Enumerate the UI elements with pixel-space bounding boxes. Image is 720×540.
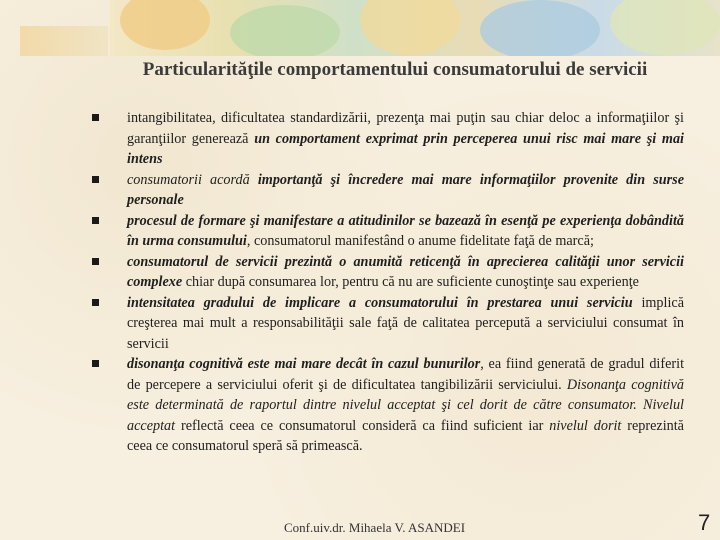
bullet-text-segment: reprezintă ceea ce consumatorul speră să primească. bbox=[127, 417, 684, 454]
bullet-text-segment: un comportament exprimat prin perceperea unui risc mai mare şi mai intens bbox=[127, 130, 684, 167]
bullet-item bbox=[92, 170, 684, 211]
bullet-item bbox=[92, 108, 684, 170]
bullet-text-segment: consumatorul de servicii prezintă o anumită reticenţă în aprecierea calităţii unor servicii complexe bbox=[127, 253, 684, 290]
bullet-item bbox=[92, 252, 684, 293]
decorative-banner bbox=[110, 0, 720, 56]
bullet-item bbox=[92, 211, 684, 252]
bullet-text-segment: procesul de formare şi manifestare a atitudinilor se bazează în esenţă pe experienţa dobândită în urma consumului bbox=[127, 212, 684, 249]
bullet-text-segment: reflectă ceea ce consumatorul consideră ca fiind suficient iar bbox=[180, 417, 550, 434]
slide-title: Particularităţile comportamentului consumatorului de servicii bbox=[142, 59, 648, 80]
bullet-text-segment: intangibilitatea, dificultatea standardizării, prezenţa mai puţin sau chiar deloc a informaţiilor şi garanţiilor generează bbox=[127, 110, 684, 147]
bullet-text-segment: , ea fiind generată de gradul diferit de percepere a serviciului oferit şi de dificultatea tangibilizării serviciului. bbox=[127, 356, 685, 393]
bullet-item bbox=[92, 293, 684, 355]
bullet-text-segment: intensitatea gradului de implicare a consumatorului în prestarea unui serviciu bbox=[127, 294, 633, 311]
page-number: 7 bbox=[698, 510, 711, 535]
decorative-strip bbox=[20, 26, 108, 56]
bullet-text-segment: disonanţa cognitivă este mai mare decât în cazul bunurilor bbox=[127, 356, 481, 372]
bullet-item bbox=[92, 354, 684, 457]
bullet-list bbox=[92, 108, 684, 457]
bullet-text-segment: importanţă şi încredere mai mare informaţiilor provenite din surse personale bbox=[127, 171, 685, 208]
bullet-text-segment: chiar după consumarea lor, pentru că nu are suficiente cunoştinţe sau experienţe bbox=[182, 274, 639, 290]
square-bullet-icon bbox=[92, 217, 99, 224]
bullet-text-segment: , consumatorul manifestând o anume fidelitate faţă de marcă; bbox=[246, 233, 594, 249]
bullet-text-segment: Disonanţa cognitivă este determinată de raportul dintre nivelul acceptat şi cel dorit de către consumator. Nivelul acceptat bbox=[127, 376, 684, 434]
square-bullet-icon bbox=[92, 176, 99, 183]
footer-author: Conf.uiv.dr. Mihaela V. ASANDEI bbox=[284, 520, 466, 535]
square-bullet-icon bbox=[92, 114, 99, 121]
square-bullet-icon bbox=[92, 258, 99, 265]
square-bullet-icon bbox=[92, 360, 99, 367]
bullet-text-segment: consumatorii acordă bbox=[127, 171, 258, 188]
square-bullet-icon bbox=[92, 299, 99, 306]
bullet-text-segment: implică creşterea mai mult a responsabilităţii sale faţă de calitatea percepută a serviciului consumat în servicii bbox=[127, 294, 685, 352]
bullet-text-segment: nivelul dorit bbox=[549, 417, 622, 434]
